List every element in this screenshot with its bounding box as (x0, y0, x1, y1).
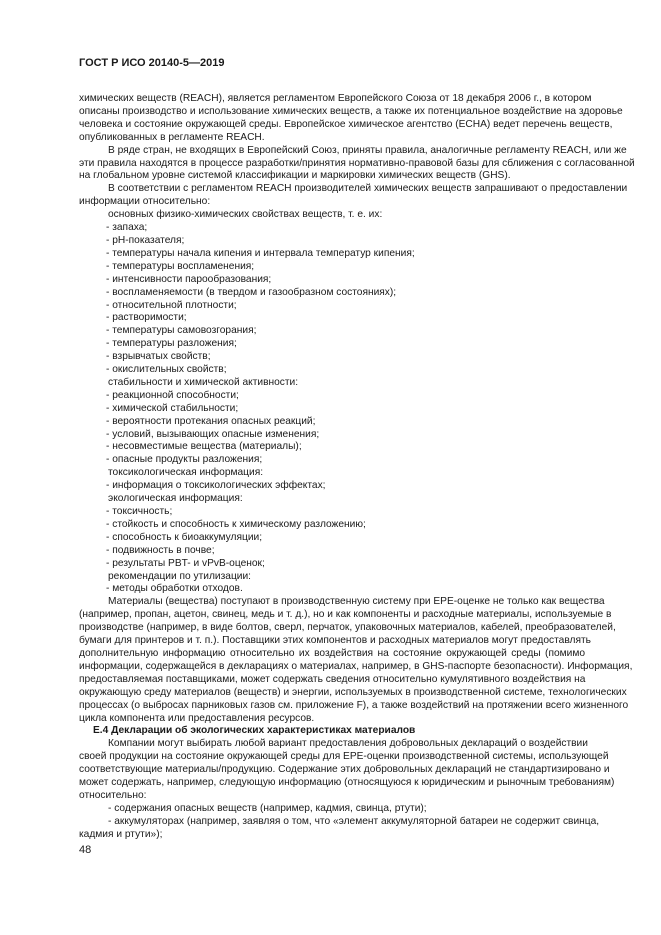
text-line: опубликованных в регламенте REACH. (79, 131, 265, 143)
text-line: - pH-показателя; (106, 234, 185, 246)
text-line: относительно: (79, 789, 147, 801)
text-line: - температуры самовозгорания; (106, 325, 257, 337)
text-line: - результаты PBT- и vPvB-оценок; (106, 557, 265, 569)
text-line: - токсичность; (106, 506, 173, 517)
text-line: - информация о токсикологических эффектах; (106, 480, 326, 492)
text-line: - аккумуляторах (например, заявляя о том, что «элемент аккумуляторной батареи не содержит свинца, (108, 815, 600, 827)
text-line: - содержания опасных веществ (например, кадмия, свинца, ртути); (108, 802, 427, 814)
text-line: - методы обработки отходов. (106, 583, 243, 595)
text-line: может содержать, например, следующую информацию (относящуюся к юридическим и рыночным требованиям) (79, 777, 615, 789)
text-line: экологическая информация: (108, 493, 243, 505)
text-line: В ряде стран, не входящих в Европейский Союз, приняты правила, аналогичные регламенту REACH, или же (108, 144, 627, 156)
text-line: дополнительную информацию относительно их воздействия на состояние окружающей среды (помимо (79, 647, 585, 659)
text-line: стабильности и химической активности: (108, 376, 299, 388)
text-line: кадмия и ртути»); (79, 828, 163, 840)
text-line: В соответствии с регламентом REACH производителей химических веществ запрашивают о предоставлении (108, 183, 628, 195)
text-line: Компании могут выбирать любой вариант предоставления добровольных деклараций о воздействии (108, 738, 588, 750)
text-line: - температуры начала кипения и интервала температур кипения; (106, 247, 415, 259)
text-line: цикла компонента или предоставления ресурсов. (79, 712, 315, 724)
text-line: - взрывчатых свойств; (106, 351, 211, 363)
text-line: - относительной плотности; (106, 299, 237, 311)
text-line: химических веществ (REACH), является регламентом Европейского Союза от 18 декабря 2006 г., в котором (79, 93, 592, 104)
text-line: - стойкость и способность к химическому разложению; (106, 518, 366, 530)
document-header: ГОСТ Р ИСО 20140-5—2019 (79, 57, 225, 69)
text-line: человека и состояние окружающей среды. Европейское химическое агентство (ECHA) ведет перечень веществ, (79, 118, 613, 130)
document-body (79, 93, 635, 842)
text-line: на глобальном уровне системой классификации и маркировки химических веществ (GHS). (79, 170, 511, 182)
text-line: информации относительно: (79, 196, 211, 208)
text-line: - запаха; (106, 222, 148, 234)
text-line: основных физико-химических свойствах веществ, т. е. их: (108, 209, 383, 221)
text-line: - опасные продукты разложения; (106, 454, 263, 466)
text-line: (например, пропан, ацетон, свинец, медь и т. д.), но и как компоненты и расходные материалы, используемые в (79, 609, 612, 621)
text-line: окружающую среду материалов (веществ) и энергии, используемых в производственной системе, технологических (79, 686, 627, 698)
text-line: - несовместимые вещества (материалы); (106, 441, 302, 453)
text-line: информации, содержащейся в декларациях о материалах, например, в GHS-паспорте безопасности). Информация, (79, 660, 633, 672)
text-line: - интенсивности парообразования; (106, 273, 272, 285)
text-line: - способность к биоаккумуляции; (106, 531, 263, 543)
page-number: 48 (79, 844, 92, 856)
text-line: - условий, вызывающих опасные изменения; (106, 428, 320, 440)
text-line: - температуры воспламенения; (106, 260, 255, 272)
text-line: - вероятности протекания опасных реакций; (106, 415, 316, 427)
text-line: производстве (например, в виде болтов, сверл, перчаток, упаковочных материалов, кабелей, преобразователей, (79, 622, 616, 634)
text-line: предоставляемая поставщиками, может содержать сведения относительно кумулятивного воздействия на (79, 673, 586, 685)
text-line: описаны производство и использование химических веществ, а также их потенциальное воздействие на здоровье (79, 105, 623, 117)
text-line: рекомендации по утилизации: (108, 570, 252, 582)
text-line: - температуры разложения; (106, 338, 237, 350)
text-line: токсикологическая информация: (108, 467, 264, 479)
text-line: эти правила находятся в процессе разработки/принятия нормативно-правовой базы для сближения с согласованной (79, 157, 635, 169)
text-line: - химической стабильности; (106, 402, 239, 414)
text-line: своей продукции на состояние окружающей среды для EPE-оценки производственной системы, использующей (79, 751, 609, 763)
text-line: соответствующие материалы/продукцию. Содержание этих добровольных деклараций не стандартизировано и (79, 764, 610, 776)
text-line: - подвижность в почве; (106, 544, 215, 556)
text-line: - воспламеняемости (в твердом и газообразном состояниях); (106, 286, 397, 298)
section-heading: Е.4 Декларации об экологических характеристиках материалов (93, 725, 416, 737)
text-line: бумаги для принтеров и т. п.). Поставщики этих компонентов и расходных материалов могут предоставлять (79, 635, 591, 647)
text-line: - растворимости; (106, 312, 187, 324)
text-line: - реакционной способности; (106, 389, 239, 401)
text-line: Материалы (вещества) поступают в производственную систему при EPE-оценке не только как вещества (108, 596, 605, 608)
text-line: - окислительных свойств; (106, 364, 227, 376)
text-line: процессах (о выбросах парниковых газов см. приложение F), а также воздействий на протяжении всего жизненного (79, 699, 629, 711)
